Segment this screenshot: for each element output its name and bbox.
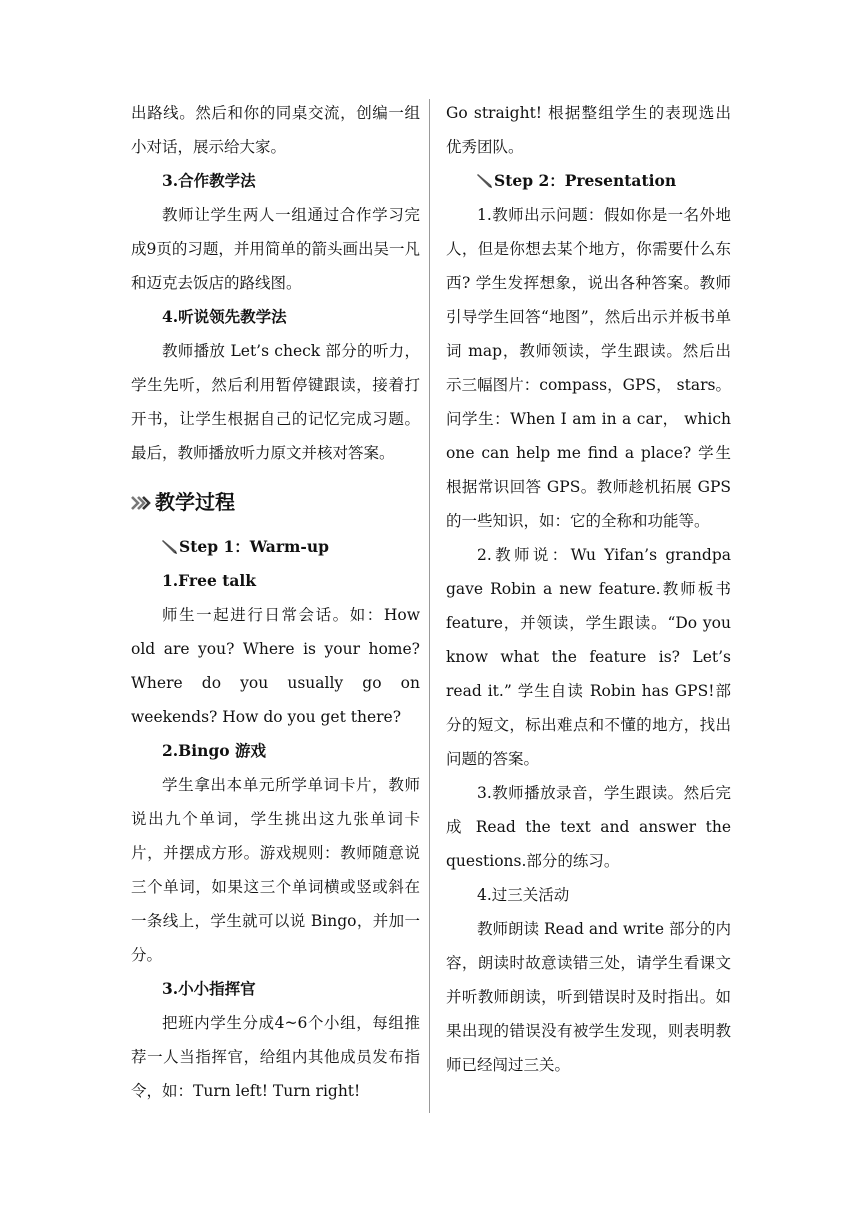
heading-free-talk: 1.Free talk [162, 571, 257, 590]
heading-listening-method: 4.听说领先教学法 [162, 307, 287, 326]
left-column [131, 96, 420, 1108]
section-title-text: 教学过程 [155, 490, 235, 514]
right-column [446, 96, 731, 1082]
heading-bingo: 2.Bingo 游戏 [162, 741, 267, 760]
paragraph-listening-method: 教师播放 Let’s check 部分的听力，学生先听，然后利用暂停键跟读，接着打开书，让学生根据自己的记忆完成习题。最后，教师播放听力原文并核对答案。 [131, 342, 420, 462]
step-1-heading [131, 530, 420, 564]
double-chevron-icon [131, 496, 153, 510]
heading-commander: 3.小小指挥官 [162, 979, 256, 998]
paragraph-intro: 出路线。然后和你的同桌交流，创编一组小对话，展示给大家。 [131, 104, 420, 156]
paragraph-cooperative-method: 教师让学生两人一组通过合作学习完成9页的习题，并用简单的箭头画出吴一凡和迈克去饭店的路线图。 [131, 206, 420, 292]
paragraph-commander: 把班内学生分成4~6个小组，每组推荐一人当指挥官，给组内其他成员发布指令，如：Turn left! Turn right! [131, 1014, 420, 1100]
paragraph-presentation-2: 2.教师说：Wu Yifan’s grandpa gave Robin a new feature.教师板书 feature，并领读，学生跟读。“Do you know what the feature is? Let’s read it.” 学生自读 Robin has GPS!部分的短文，标出难点和不懂的地方，找出问题的答案。 [446, 546, 731, 768]
pen-icon [162, 538, 178, 554]
paragraph-continued: Go straight! 根据整组学生的表现选出优秀团队。 [446, 104, 731, 156]
paragraph-presentation-3: 3.教师播放录音，学生跟读。然后完成 Read the text and answer the questions.部分的练习。 [446, 784, 731, 870]
paragraph-free-talk: 师生一起进行日常会话。如：How old are you? Where is your home? Where do you usually go on weekends? How do you get there? [131, 606, 420, 726]
heading-cooperative-method: 3.合作教学法 [162, 171, 256, 190]
pen-icon [477, 172, 493, 188]
column-divider [429, 99, 430, 1113]
heading-three-levels: 4.过三关活动 [477, 886, 570, 904]
paragraph-three-levels: 教师朗读 Read and write 部分的内容，朗读时故意读错三处，请学生看课文并听教师朗读，听到错误时及时指出。如果出现的错误没有被学生发现，则表明教师已经闯过三关。 [446, 920, 731, 1074]
section-title-teaching-process [131, 482, 420, 522]
paragraph-bingo: 学生拿出本单元所学单词卡片，教师说出九个单词，学生挑出这九张单词卡片，并摆成方形。游戏规则：教师随意说三个单词，如果这三个单词横或竖或斜在一条线上，学生就可以说 Bingo，并加一分。 [131, 776, 420, 964]
paragraph-presentation-1: 1.教师出示问题：假如你是一名外地人，但是你想去某个地方，你需要什么东西? 学生发挥想象，说出各种答案。教师引导学生回答“地图”，然后出示并板书单词 map，教师领读，学生跟读。然后出示三幅图片：compass，GPS， stars。问学生：When I am in a car， which one can help me find a place? 学生根据常识回答 GPS。教师趁机拓展 GPS 的一些知识，如：它的全称和功能等。 [446, 206, 731, 530]
step-2-heading [446, 164, 731, 198]
step-2-label: Step 2：Presentation [494, 171, 677, 190]
step-1-label: Step 1：Warm-up [179, 537, 329, 556]
